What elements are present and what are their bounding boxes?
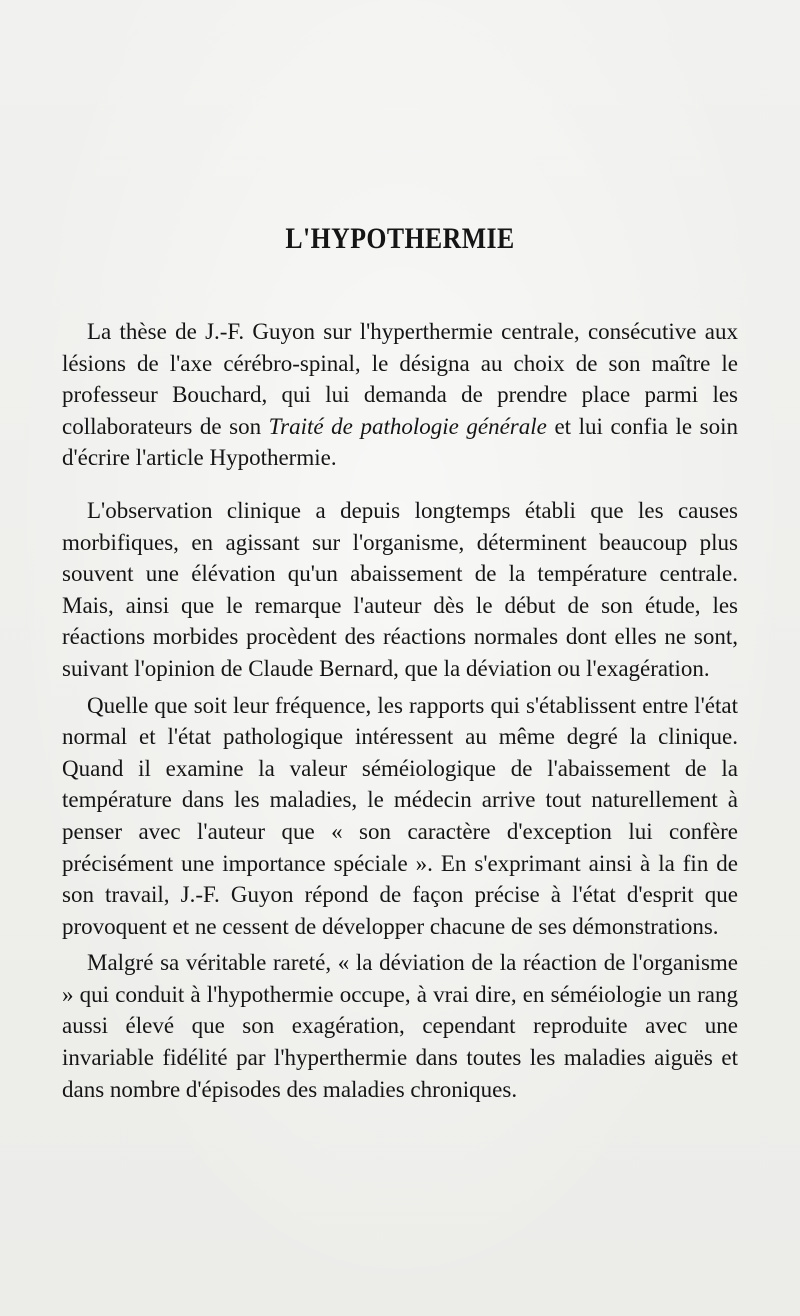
book-title-italic: Traité de pathologie générale — [268, 413, 547, 439]
paragraph-1-text-b: et lui confia le soin d'écrire l'article Hypothermie. — [62, 413, 739, 471]
paragraph-1 — [62, 316, 738, 474]
reverse-side-bleed-through — [60, 60, 740, 316]
paragraph-1-text-a: La thèse de J.-F. Guyon sur l'hyperthermie centrale, consécutive aux lésions de l'axe cérébro-spinal, le désigna au choix de son maître le professeur Bouchard, qui lui demanda de prendre place parmi les collaborateurs de son — [62, 319, 738, 439]
paragraph-3: Quelle que soit leur fréquence, les rapports qui s'établissent entre l'état normal et l'état pathologique intéressent au même degré la clinique. Quand il examine la valeur séméiologique de l'abaissement de la température dans les maladies, le médecin arrive tout naturellement à penser avec l'auteur que « son caractère d'exception lui confère précisément une importance spéciale ». En s'exprimant ainsi à la fin de son travail, J.-F. Guyon répond de façon précise à l'état d'esprit que provoquent et ne cessent de développer chacune de ses démonstrations. — [62, 692, 738, 939]
paragraph-4: Malgré sa véritable rareté, « la déviation de la réaction de l'organisme » qui conduit à l'hypothermie occupe, à vrai dire, en séméiologie un rang aussi élevé que son exagération, cependant reproduite avec une invariable fidélité par l'hyperthermie dans toutes les maladies aiguës et dans nombre d'épisodes des maladies chroniques. — [62, 950, 738, 1102]
paragraph-2: L'observation clinique a depuis longtemps établi que les causes morbifiques, en agissant sur l'organisme, déterminent beaucoup plus souvent une élévation qu'un abaissement de la température centrale. Mais, ainsi que le remarque l'auteur dès le début de son étude, les réactions morbides procèdent des réactions normales dont elles ne sont, suivant l'opinion de Claude Bernard, que la déviation ou l'exagération. — [62, 497, 738, 681]
chapter-title: L'HYPOTHERMIE — [285, 222, 515, 255]
chapter-body — [62, 316, 738, 1105]
